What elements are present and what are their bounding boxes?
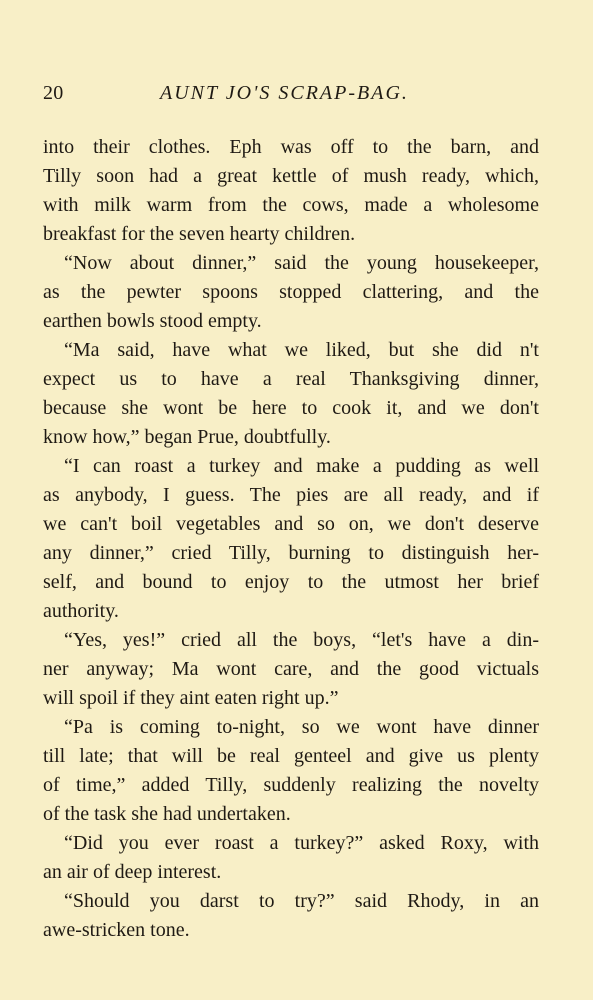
text-line: as the pewter spoons stopped clattering, and the bbox=[43, 281, 539, 303]
page-header bbox=[43, 82, 543, 112]
text-line: of time,” added Tilly, suddenly realizing the novelty bbox=[43, 774, 539, 796]
text-line: self, and bound to enjoy to the utmost her brief bbox=[43, 571, 539, 593]
text-line: because she wont be here to cook it, and we don't bbox=[43, 397, 539, 419]
text-line: Tilly soon had a great kettle of mush ready, which, bbox=[43, 165, 539, 187]
text-line: “I can roast a turkey and make a pudding as well bbox=[64, 455, 539, 477]
text-line: awe-stricken tone. bbox=[43, 919, 190, 941]
text-line: an air of deep interest. bbox=[43, 861, 222, 883]
text-line: any dinner,” cried Tilly, burning to distinguish her- bbox=[43, 542, 539, 564]
text-line: earthen bowls stood empty. bbox=[43, 310, 262, 332]
text-line: authority. bbox=[43, 600, 119, 622]
text-line: know how,” began Prue, doubtfully. bbox=[43, 426, 331, 448]
text-line: with milk warm from the cows, made a wholesome bbox=[43, 194, 539, 216]
text-line: “Ma said, have what we liked, but she did n't bbox=[64, 339, 539, 361]
page-body-text bbox=[43, 133, 539, 945]
text-line: till late; that will be real genteel and give us plenty bbox=[43, 745, 539, 767]
text-line: expect us to have a real Thanksgiving dinner, bbox=[43, 368, 539, 390]
text-line: will spoil if they aint eaten right up.” bbox=[43, 687, 339, 709]
running-title: AUNT JO'S SCRAP-BAG. bbox=[160, 82, 409, 104]
text-line: of the task she had undertaken. bbox=[43, 803, 291, 825]
text-line: ner anyway; Ma wont care, and the good victuals bbox=[43, 658, 539, 680]
text-line: “Pa is coming to-night, so we wont have dinner bbox=[64, 716, 539, 738]
text-line: “Did you ever roast a turkey?” asked Roxy, with bbox=[64, 832, 539, 854]
text-line: into their clothes. Eph was off to the barn, and bbox=[43, 136, 539, 158]
text-line: we can't boil vegetables and so on, we don't deserve bbox=[43, 513, 539, 535]
text-line: “Now about dinner,” said the young housekeeper, bbox=[64, 252, 539, 274]
text-line: “Yes, yes!” cried all the boys, “let's have a din- bbox=[64, 629, 539, 651]
text-line: breakfast for the seven hearty children. bbox=[43, 223, 356, 245]
text-line: as anybody, I guess. The pies are all ready, and if bbox=[43, 484, 539, 506]
text-line: “Should you darst to try?” said Rhody, in an bbox=[64, 890, 539, 912]
page-number: 20 bbox=[43, 82, 64, 104]
